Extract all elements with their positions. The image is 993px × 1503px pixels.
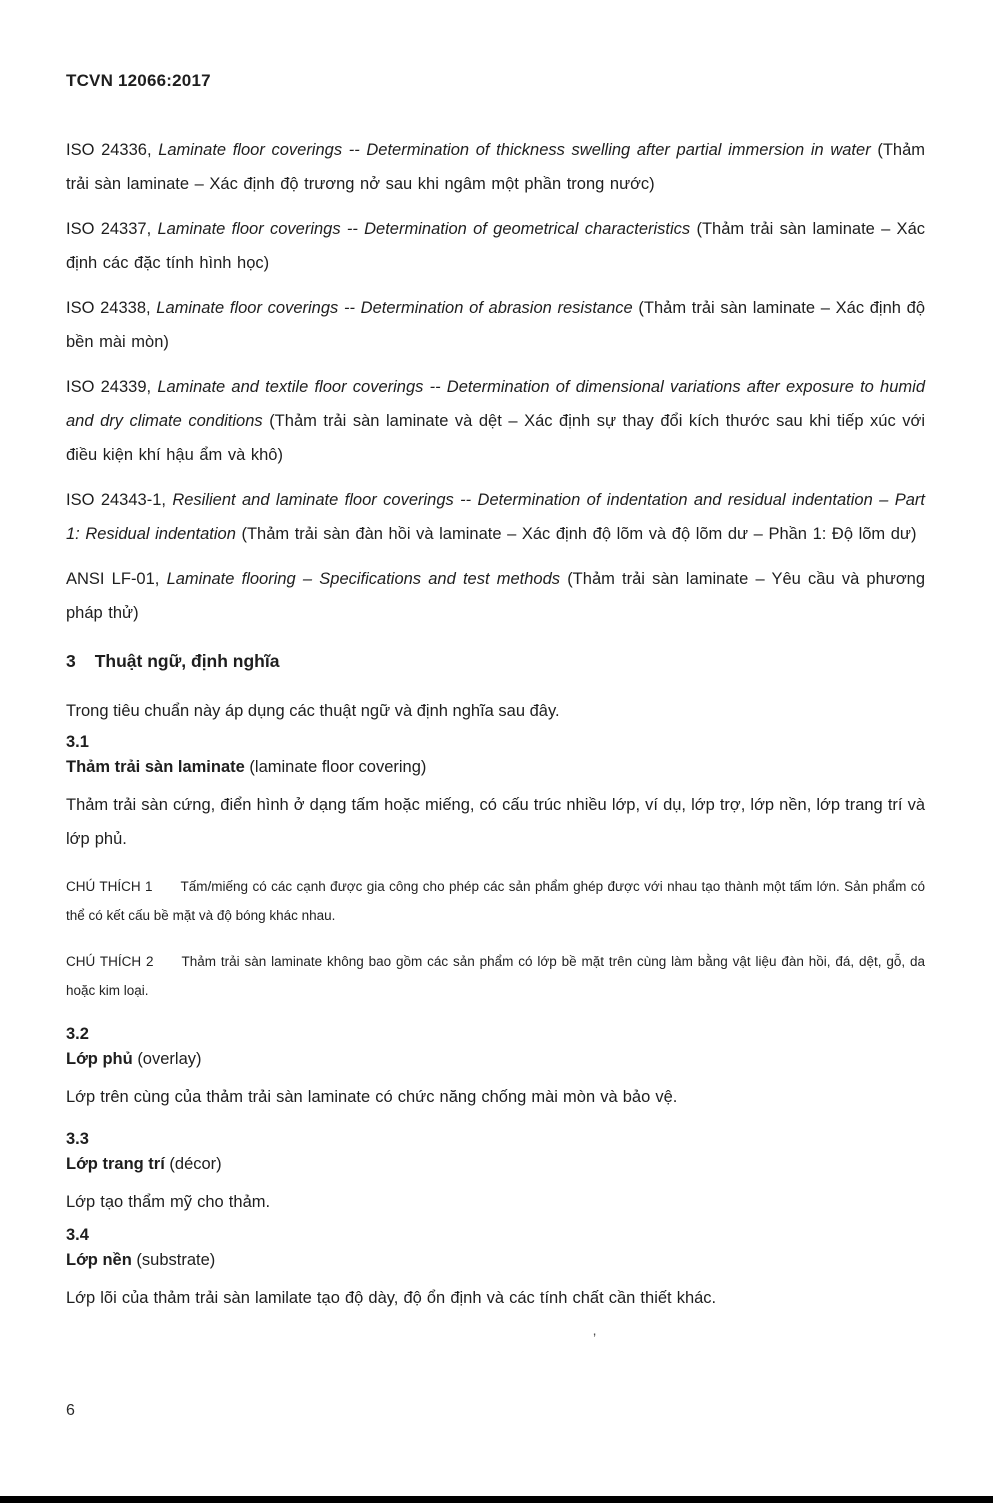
- reference-code: ISO 24343-1,: [66, 491, 166, 509]
- term-name-line: [66, 1047, 925, 1072]
- reference-item: [66, 212, 925, 280]
- section-number: 3: [66, 651, 76, 671]
- standard-header: TCVN 12066:2017: [66, 71, 211, 90]
- note-label: CHÚ THÍCH 1: [66, 879, 153, 894]
- reference-title-en: Laminate flooring – Specifications and test methods: [166, 570, 560, 588]
- term-name-line: [66, 755, 925, 780]
- term-number: 3.4: [66, 1226, 89, 1244]
- reference-title-vi: (Thảm trải sàn laminate – Xác định độ trương nở sau khi ngâm một phần trong nước): [66, 141, 926, 193]
- reference-title-en: Laminate floor coverings -- Determination of abrasion resistance: [156, 299, 633, 317]
- section-heading: [66, 650, 925, 672]
- term-head: [66, 1127, 925, 1177]
- note-text: Tấm/miếng có các cạnh được gia công cho phép các sản phẩm ghép được với nhau tạo thành một tấm lớn. Sản phẩm có thể có kết cấu bề mặt và độ bóng khác nhau.: [66, 879, 925, 923]
- term-name: Lớp nền: [66, 1251, 132, 1269]
- term-head: [66, 730, 925, 780]
- page-number: 6: [66, 1402, 75, 1419]
- reference-title-en: Laminate and textile floor coverings -- Determination of dimensional variations after exposure to humid and dry climate conditions: [66, 378, 925, 430]
- term-name-en: (laminate floor covering): [249, 758, 427, 776]
- reference-title-en: Laminate floor coverings -- Determination of geometrical characteristics: [157, 220, 691, 238]
- term-head: [66, 1022, 925, 1072]
- reference-title-en: Laminate floor coverings -- Determination of thickness swelling after partial immersion in water: [158, 141, 871, 159]
- term-definition: Lớp lõi của thảm trải sàn lamilate tạo độ dày, độ ổn định và các tính chất cần thiết khác.: [66, 1289, 717, 1307]
- footer-bar: [0, 1496, 993, 1503]
- term-name-en: (substrate): [136, 1251, 216, 1269]
- reference-title-vi: (Thảm trải sàn laminate – Xác định các đặc tính hình học): [66, 220, 925, 272]
- reference-code: ANSI LF-01,: [66, 570, 160, 588]
- term-number: 3.3: [66, 1130, 89, 1148]
- term-name: Lớp phủ: [66, 1050, 133, 1068]
- reference-item: [66, 562, 925, 630]
- term-number: 3.2: [66, 1025, 89, 1043]
- term-number: 3.1: [66, 733, 89, 751]
- reference-code: ISO 24336,: [66, 141, 152, 159]
- term-name-en: (décor): [169, 1155, 222, 1173]
- term-name-line: [66, 1248, 925, 1273]
- term-block: [66, 1022, 925, 1114]
- term-definition: Thảm trải sàn cứng, điển hình ở dạng tấm hoặc miếng, có cấu trúc nhiều lớp, ví dụ, lớp trợ, lớp nền, lớp trang trí và lớp phủ.: [66, 796, 925, 848]
- term-block: [66, 1127, 925, 1219]
- term-block: [66, 730, 925, 856]
- reference-item: [66, 483, 925, 551]
- reference-code: ISO 24337,: [66, 220, 152, 238]
- stray-mark: ’: [593, 1330, 597, 1346]
- note: [66, 947, 925, 1005]
- term-name-en: (overlay): [137, 1050, 202, 1068]
- reference-item: [66, 370, 925, 472]
- reference-title-vi: (Thảm trải sàn laminate – Xác định độ bền mài mòn): [66, 299, 926, 351]
- reference-title-vi: (Thảm trải sàn laminate – Yêu cầu và phương pháp thử): [66, 570, 925, 622]
- section-intro: Trong tiêu chuẩn này áp dụng các thuật ngữ và định nghĩa sau đây.: [66, 702, 560, 720]
- term-name: Lớp trang trí: [66, 1155, 165, 1173]
- term-head: [66, 1223, 925, 1273]
- note: [66, 872, 925, 930]
- term-definition: Lớp tạo thẩm mỹ cho thảm.: [66, 1193, 271, 1211]
- reference-title-vi: (Thảm trải sàn đàn hồi và laminate – Xác định độ lõm và độ lõm dư – Phần 1: Độ lõm dư): [241, 525, 917, 543]
- section-title: Thuật ngữ, định nghĩa: [94, 651, 280, 671]
- term-definition: Lớp trên cùng của thảm trải sàn laminate có chức năng chống mài mòn và bảo vệ.: [66, 1088, 678, 1106]
- note-text: Thảm trải sàn laminate không bao gồm các sản phẩm có lớp bề mặt trên cùng làm bằng vật liệu đàn hồi, đá, dệt, gỗ, da hoặc kim loại.: [66, 954, 925, 998]
- term-name: Thảm trải sàn laminate: [66, 758, 245, 776]
- reference-item: [66, 291, 925, 359]
- reference-title-vi: (Thảm trải sàn laminate và dệt – Xác định sự thay đổi kích thước sau khi tiếp xúc với điều kiện khí hậu ẩm và khô): [66, 412, 925, 464]
- reference-code: ISO 24339,: [66, 378, 152, 396]
- term-block: [66, 1223, 925, 1315]
- reference-title-en: Resilient and laminate floor coverings -- Determination of indentation and residual indentation – Part 1: Residual indentation: [66, 491, 925, 543]
- note-label: CHÚ THÍCH 2: [66, 954, 154, 969]
- term-name-line: [66, 1152, 925, 1177]
- reference-code: ISO 24338,: [66, 299, 151, 317]
- reference-item: [66, 133, 925, 201]
